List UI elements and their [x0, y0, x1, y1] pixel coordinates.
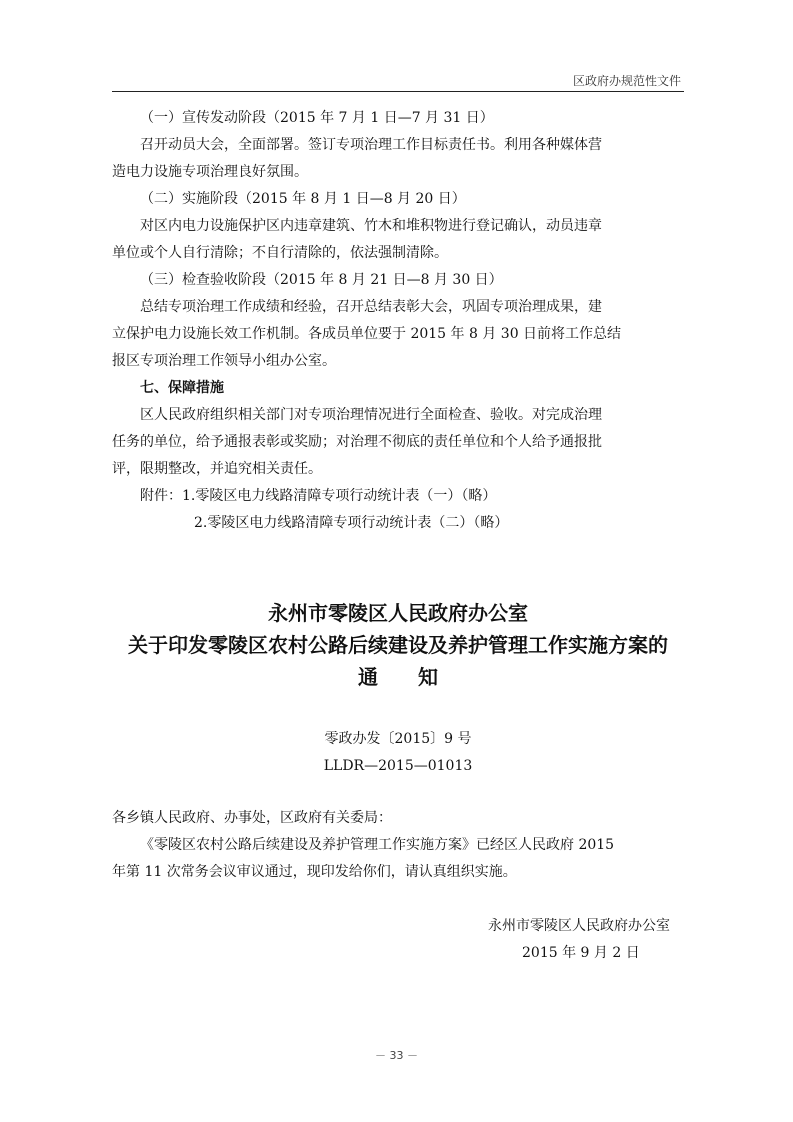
notice-title-line2: 关于印发零陵区农村公路后续建设及养护管理工作实施方案的	[128, 633, 668, 657]
section7-text-line1: 区人民政府组织相关部门对专项治理情况进行全面检查、验收。对完成治理	[140, 407, 602, 423]
section7-heading: 七、保障措施	[140, 380, 224, 396]
stage3-text-line3: 报区专项治理工作领导小组办公室。	[112, 353, 336, 369]
attachment-line2: 2.零陵区电力线路清障专项行动统计表（二）（略）	[194, 515, 509, 531]
stage3-text-line2: 立保护电力设施长效工作机制。各成员单位要于 2015 年 8 月 30 日前将工作总结	[112, 326, 622, 342]
recipients: 各乡镇人民政府、办事处，区政府有关委局：	[112, 810, 392, 826]
attachment-line1: 附件：1.零陵区电力线路清障专项行动统计表（一）（略）	[140, 488, 497, 504]
stage1-text-line2: 造电力设施专项治理良好氛围。	[112, 164, 308, 180]
stage2-text-line2: 单位或个人自行清除；不自行清除的，依法强制清除。	[112, 245, 448, 261]
signature: 永州市零陵区人民政府办公室	[488, 918, 670, 934]
page-number: － 33 －	[375, 1049, 418, 1062]
header-rule	[112, 91, 684, 92]
notice-body-line1: 《零陵区农村公路后续建设及养护管理工作实施方案》已经区人民政府 2015	[140, 837, 615, 853]
notice-title-line1: 永州市零陵区人民政府办公室	[268, 601, 528, 625]
signature-date: 2015 年 9 月 2 日	[522, 945, 640, 961]
stage2-text-line1: 对区内电力设施保护区内违章建筑、竹木和堆积物进行登记确认，动员违章	[140, 218, 602, 234]
registration-number: LLDR—2015—01013	[323, 758, 473, 774]
stage3-heading: （三）检查验收阶段（2015 年 8 月 21 日—8 月 30 日）	[140, 272, 503, 288]
doc-number: 零政办发〔2015〕9 号	[324, 731, 472, 747]
notice-title-line3: 通 知	[358, 665, 438, 689]
header-label: 区政府办规范性文件	[572, 74, 681, 88]
stage1-heading: （一）宣传发动阶段（2015 年 7 月 1 日—7 月 31 日）	[140, 110, 494, 126]
notice-body-line2: 年第 11 次常务会议审议通过，现印发给你们，请认真组织实施。	[112, 864, 517, 880]
section7-text-line2: 任务的单位，给予通报表彰或奖励；对治理不彻底的责任单位和个人给予通报批	[112, 434, 602, 450]
stage2-heading: （二）实施阶段（2015 年 8 月 1 日—8 月 20 日）	[140, 191, 466, 207]
stage3-text-line1: 总结专项治理工作成绩和经验，召开总结表彰大会，巩固专项治理成果，建	[140, 299, 602, 315]
stage1-text-line1: 召开动员大会，全面部署。签订专项治理工作目标责任书。利用各种媒体营	[140, 137, 602, 153]
section7-text-line3: 评，限期整改，并追究相关责任。	[112, 461, 322, 477]
